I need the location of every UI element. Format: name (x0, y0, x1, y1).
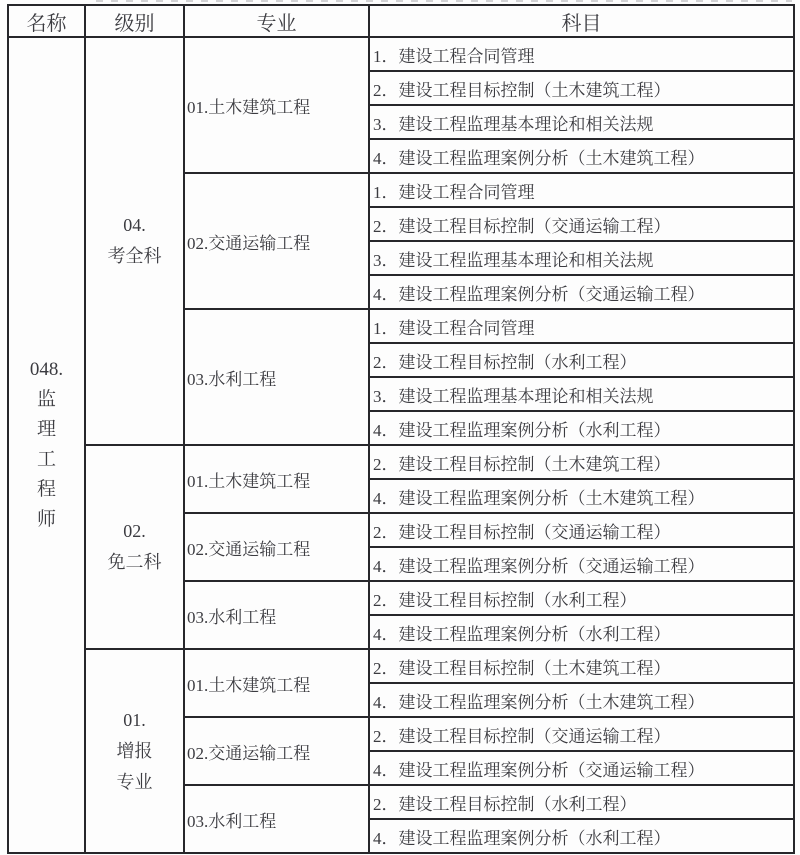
subject-cell: 1．建设工程合同管理 (369, 37, 794, 71)
subject-cell: 4．建设工程监理案例分析（交通运输工程） (369, 547, 794, 581)
specialty-cell: 03.水利工程 (184, 785, 369, 853)
subject-cell: 4．建设工程监理案例分析（水利工程） (369, 411, 794, 445)
name-cell (8, 37, 85, 853)
subject-cell: 4．建设工程监理案例分析（土木建筑工程） (369, 683, 794, 717)
subject-cell: 2．建设工程目标控制（土木建筑工程） (369, 649, 794, 683)
name-line: 程 (36, 479, 56, 500)
specialty-cell: 02.交通运输工程 (184, 717, 369, 785)
subject-cell: 1．建设工程合同管理 (369, 173, 794, 207)
level-line: 专业 (116, 771, 153, 792)
subject-cell: 3．建设工程监理基本理论和相关法规 (369, 241, 794, 275)
subject-cell: 2．建设工程目标控制（水利工程） (369, 581, 794, 615)
subject-cell: 2．建设工程目标控制（水利工程） (369, 343, 794, 377)
subject-cell: 4．建设工程监理案例分析（水利工程） (369, 819, 794, 853)
specialty-cell: 02.交通运输工程 (184, 513, 369, 581)
level-line: 01. (123, 709, 146, 730)
name-line: 理 (36, 419, 56, 440)
specialty-cell: 03.水利工程 (184, 581, 369, 649)
subject-cell: 4．建设工程监理案例分析（水利工程） (369, 615, 794, 649)
header-name: 名称 (8, 5, 85, 37)
level-cell (85, 445, 184, 649)
level-cell (85, 37, 184, 445)
level-line: 04. (123, 215, 146, 235)
exam-subjects-table (7, 4, 795, 854)
specialty-cell: 02.交通运输工程 (184, 173, 369, 309)
level-cell (85, 649, 184, 853)
header-row (8, 5, 794, 37)
cropped-text-artifact (96, 0, 792, 2)
subject-cell: 1．建设工程合同管理 (369, 309, 794, 343)
level-line: 增报 (116, 740, 153, 761)
subject-cell: 4．建设工程监理案例分析（交通运输工程） (369, 275, 794, 309)
header-subject: 科目 (369, 5, 794, 37)
subject-cell: 3．建设工程监理基本理论和相关法规 (369, 377, 794, 411)
header-specialty: 专业 (184, 5, 369, 37)
name-line: 师 (36, 509, 56, 530)
specialty-cell: 01.土木建筑工程 (184, 649, 369, 717)
subject-cell: 4．建设工程监理案例分析（土木建筑工程） (369, 479, 794, 513)
specialty-cell: 01.土木建筑工程 (184, 37, 369, 173)
subject-cell: 2．建设工程目标控制（交通运输工程） (369, 513, 794, 547)
name-line: 工 (36, 449, 56, 470)
subject-cell: 2．建设工程目标控制（土木建筑工程） (369, 71, 794, 105)
header-level: 级别 (85, 5, 184, 37)
name-line: 048. (29, 359, 64, 380)
table-row (8, 445, 794, 479)
subject-cell: 4．建设工程监理案例分析（交通运输工程） (369, 751, 794, 785)
subject-cell: 2．建设工程目标控制（交通运输工程） (369, 207, 794, 241)
subject-cell: 4．建设工程监理案例分析（土木建筑工程） (369, 139, 794, 173)
name-line: 监 (36, 389, 56, 410)
subject-cell: 2．建设工程目标控制（土木建筑工程） (369, 445, 794, 479)
specialty-cell: 01.土木建筑工程 (184, 445, 369, 513)
specialty-cell: 03.水利工程 (184, 309, 369, 445)
subject-cell: 3．建设工程监理基本理论和相关法规 (369, 105, 794, 139)
subject-cell: 2．建设工程目标控制（交通运输工程） (369, 717, 794, 751)
table-row (8, 649, 794, 683)
subject-cell: 2．建设工程目标控制（水利工程） (369, 785, 794, 819)
level-line: 考全科 (107, 246, 162, 266)
level-line: 免二科 (107, 552, 162, 572)
level-line: 02. (123, 521, 146, 541)
table-row (8, 37, 794, 71)
